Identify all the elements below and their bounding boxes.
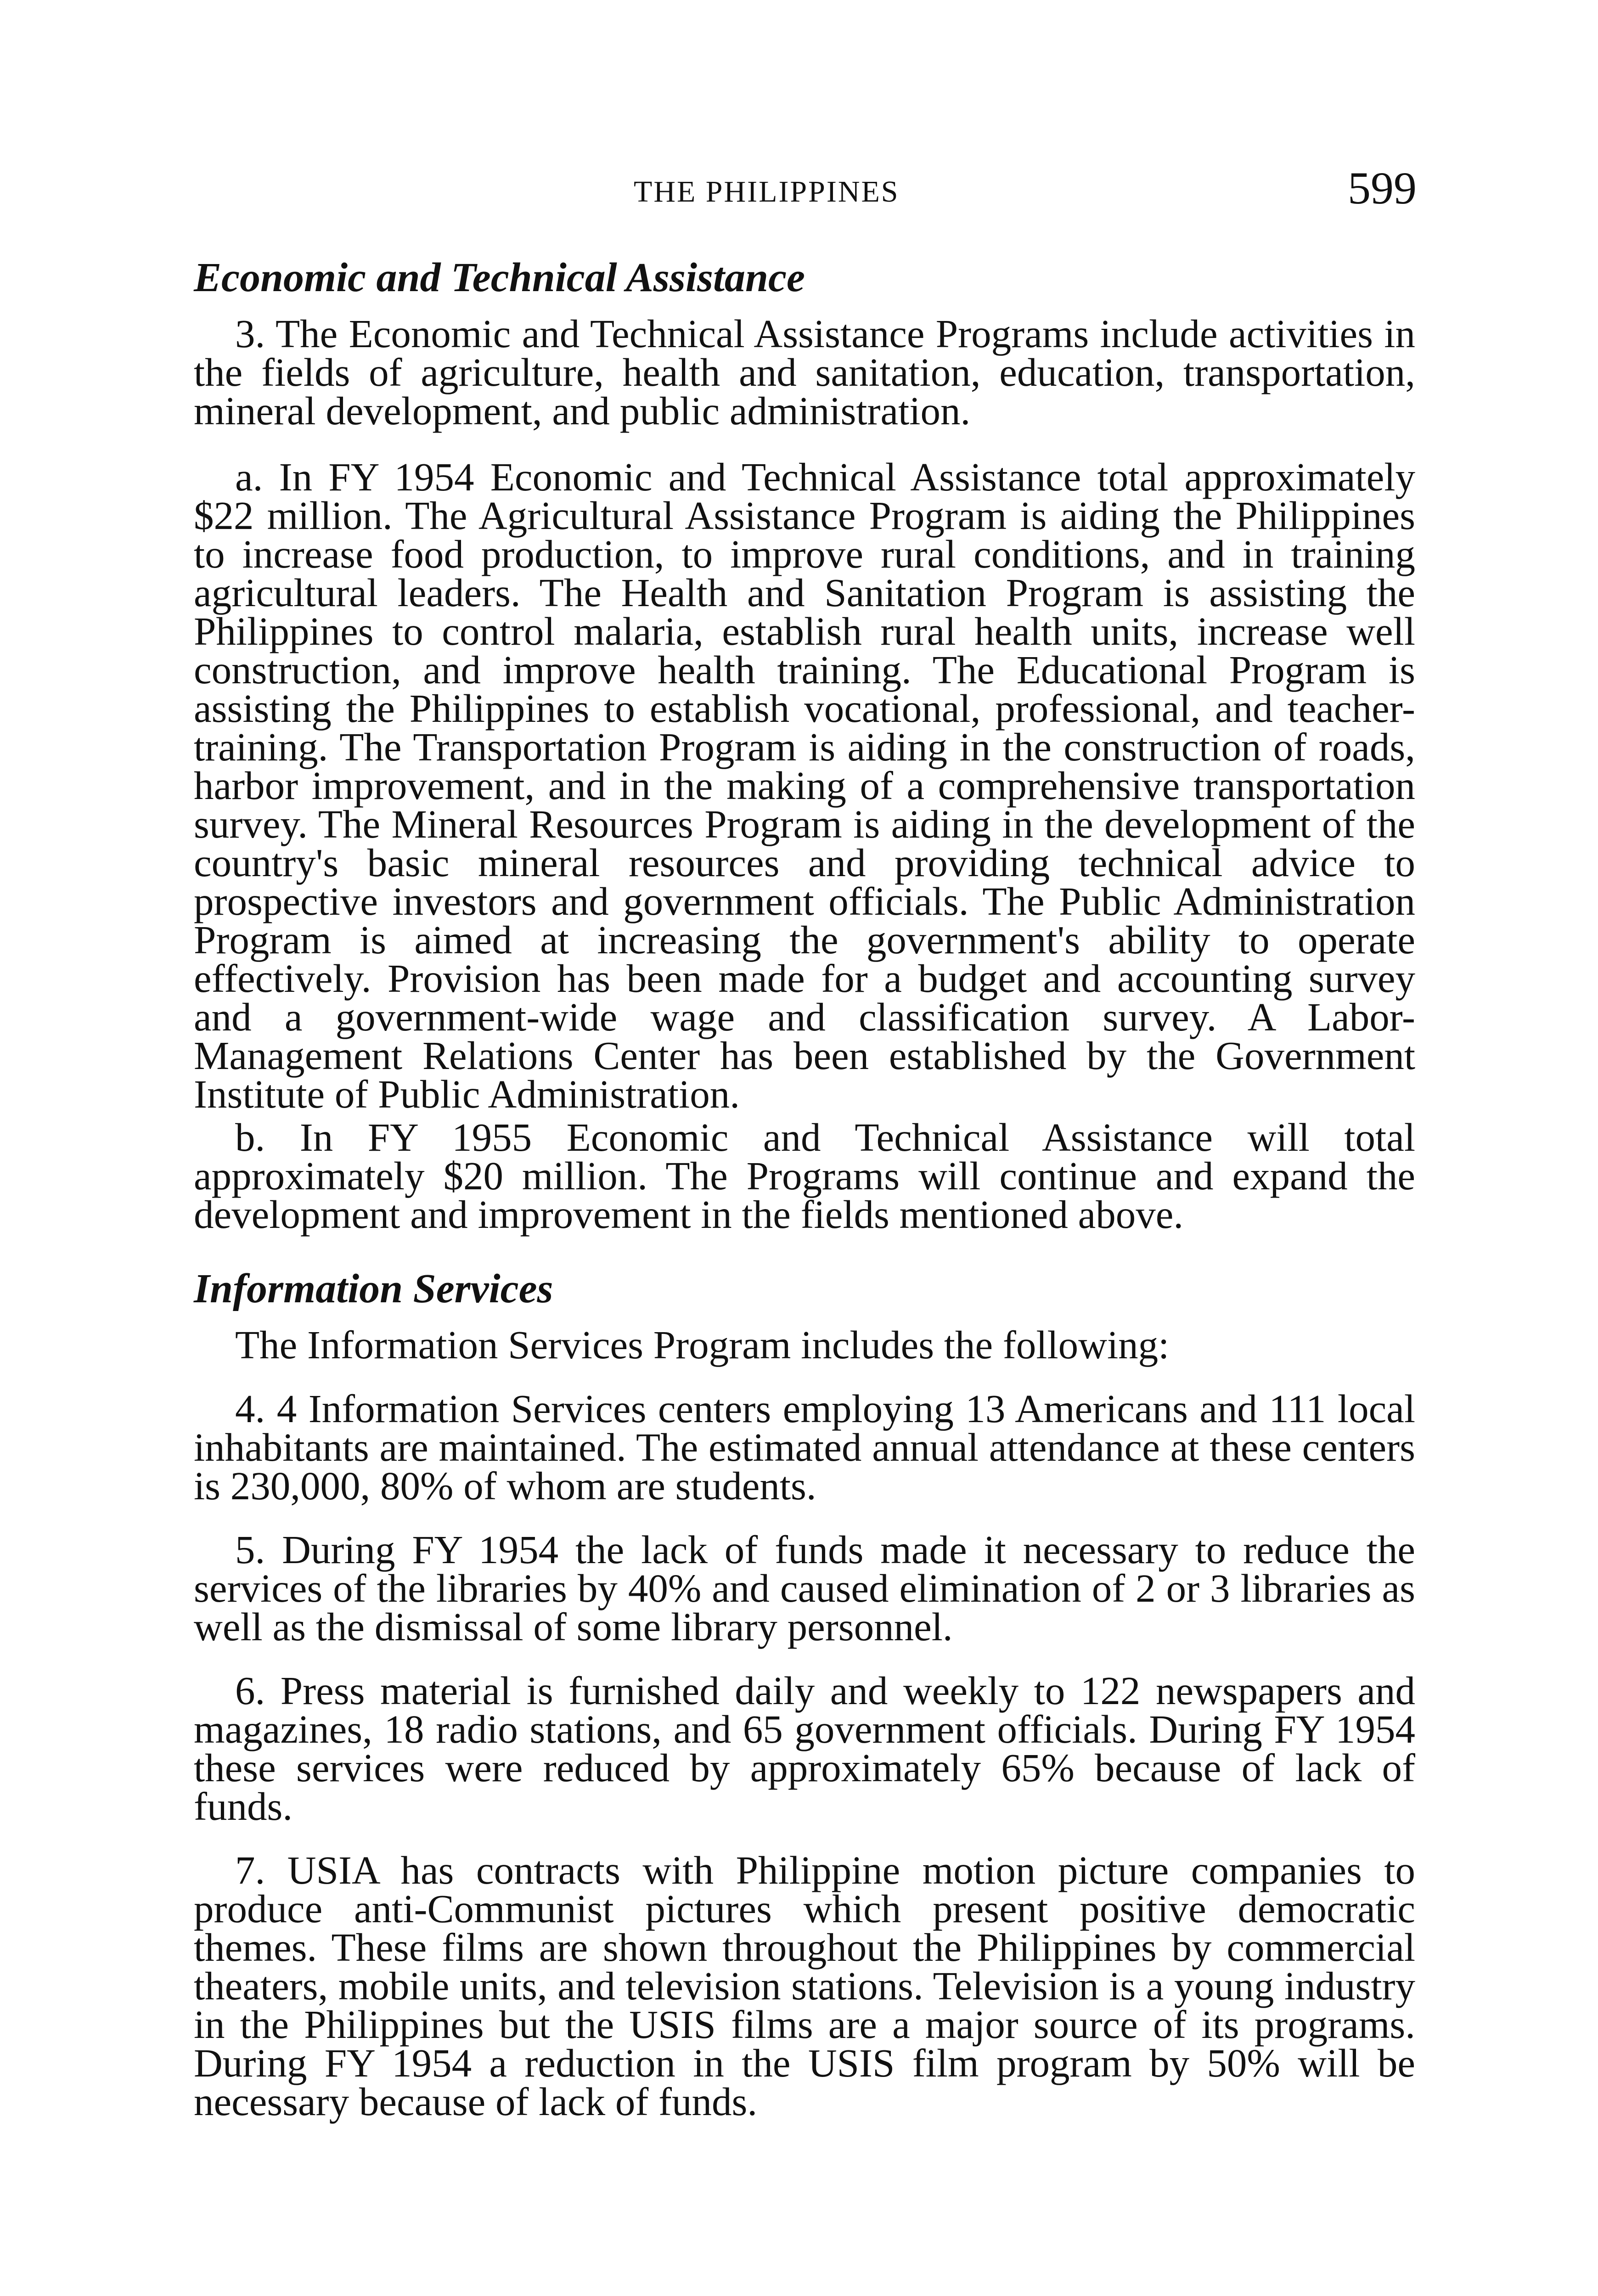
paragraph-5: 5. During FY 1954 the lack of funds made it necessary to reduce the services of the libraries by 40% and caused elimination of 2 or 3 libraries as well as the dismissal of some library personnel. <box>194 1527 1415 1649</box>
page-number: 599 <box>1348 163 1417 214</box>
paragraph-info-intro: The Information Services Program includes the following: <box>235 1322 1170 1367</box>
paragraph-3a: a. In FY 1954 Economic and Technical Assistance total approximately $22 million. The Agricultural Assistance Program is aiding the Philippines to increase food production, to improve rural conditions, and in training agricultural leaders. The Health and Sanitation Program is assisting the Philippines to control malaria, establish rural health units, increase well construction, and improve health training. The Educational Program is assisting the Philippines to establish vocational, professional, and teacher-training. The Transportation Program is aiding in the construction of roads, harbor improvement, and in the making of a comprehensive transportation survey. The Mineral Resources Program is aiding in the development of the country's basic mineral resources and providing technical advice to prospective investors and government officials. The Public Administration Program is aimed at increasing the government's ability to operate effectively. Provision has been made for a budget and accounting survey and a government-wide wage and classification survey. A Labor-Management Relations Center has been established by the Government Institute of Public Administration. <box>194 455 1415 1116</box>
page-body <box>194 255 1415 2124</box>
section-heading-economic: Economic and Technical Assistance <box>194 255 805 300</box>
paragraph-4: 4. 4 Information Services centers employing 13 Americans and 111 local inhabitants are maintained. The estimated annual attendance at these centers is 230,000, 80% of whom are students. <box>194 1386 1415 1508</box>
paragraph-3b: b. In FY 1955 Economic and Technical Assistance will total approximately $20 million. The Programs will continue and expand the development and improvement in the fields mentioned above. <box>194 1115 1415 1237</box>
paragraph-3: 3. The Economic and Technical Assistance Programs include activities in the fields of agriculture, health and sanitation, education, transportation, mineral development, and public administration. <box>194 311 1415 433</box>
paragraph-7: 7. USIA has contracts with Philippine motion picture companies to produce anti-Communist pictures which present positive democratic themes. These films are shown throughout the Philippines by commercial theaters, mobile units, and television stations. Television is a young industry in the Philippines but the USIS films are a major source of its programs. During FY 1954 a reduction in the USIS film program by 50% will be necessary because of lack of funds. <box>194 1848 1415 2124</box>
running-head: THE PHILIPPINES <box>634 175 900 208</box>
section-heading-information: Information Services <box>194 1266 553 1311</box>
paragraph-6: 6. Press material is furnished daily and weekly to 122 newspapers and magazines, 18 radio stations, and 65 government officials. During FY 1954 these services were reduced by approximately 65% because of lack of funds. <box>194 1668 1415 1829</box>
